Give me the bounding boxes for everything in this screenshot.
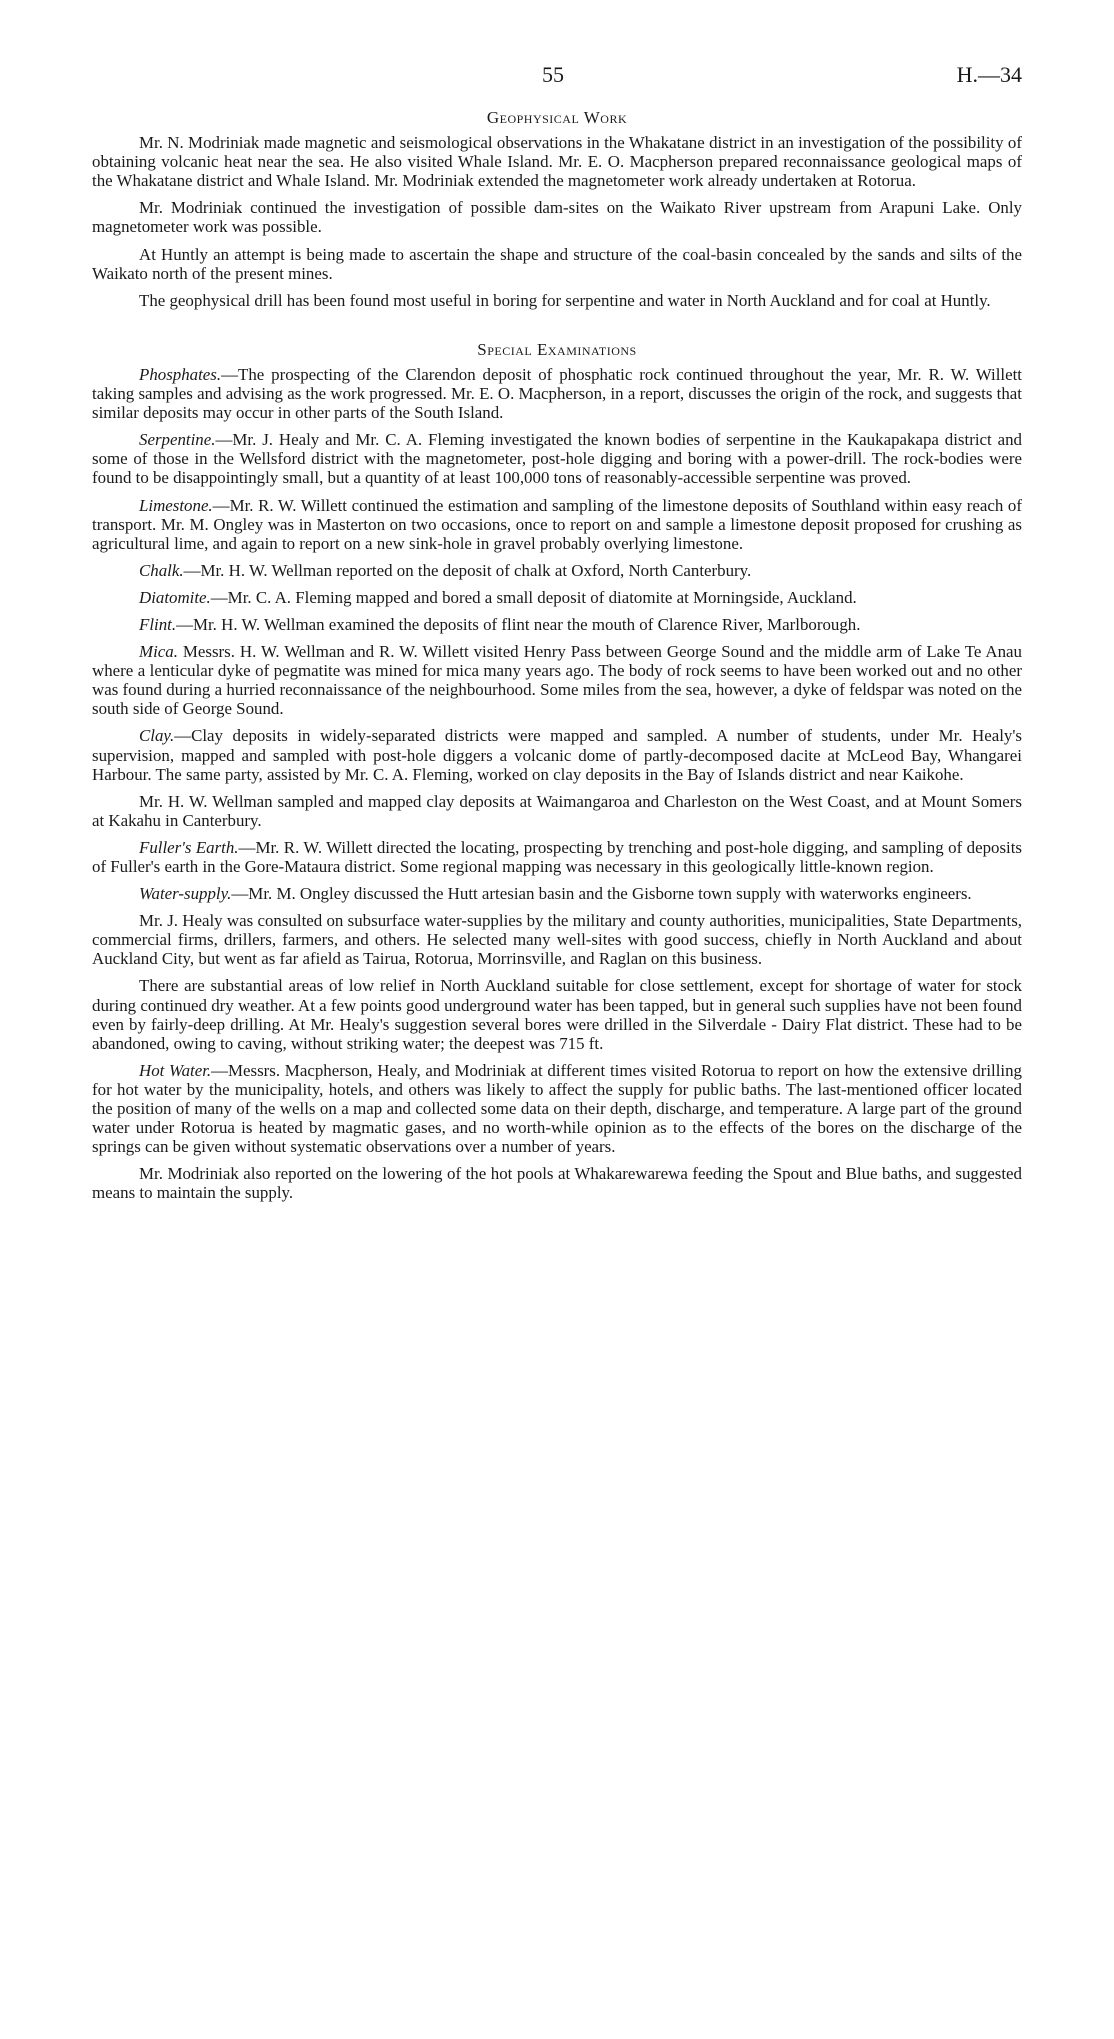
paragraph (92, 365, 1022, 422)
paragraph-text: Mr. J. Healy was consulted on subsurface water-supplies by the military and county authorities, municipalities, State Departments, commercial firms, drillers, farmers, and others. He selected many well-sites with good success, chiefly in North Auckland and about Auckland City, but went as far afield as Tairua, Rotorua, Morrinsville, and Raglan on this business. (92, 911, 1022, 969)
paragraph (92, 976, 1022, 1052)
document-code: H.—34 (956, 62, 1022, 87)
paragraph (92, 198, 1022, 236)
paragraph-text: —Mr. H. W. Wellman examined the deposits of flint near the mouth of Clarence River, Marlborough. (176, 614, 861, 634)
paragraph-lead: Fuller's Earth. (139, 837, 239, 857)
paragraph (92, 792, 1022, 830)
section-heading: Special Examinations (477, 339, 637, 359)
paragraph-lead: Clay. (139, 726, 175, 746)
paragraph-text: Mr. Modriniak continued the investigation of possible dam-sites on the Waikato River upstream from Arapuni Lake. Only magnetometer work was possible. (92, 198, 1022, 237)
paragraph (92, 642, 1022, 718)
paragraph-lead: Hot Water. (139, 1060, 212, 1080)
paragraph-text: —Mr. C. A. Fleming mapped and bored a small deposit of diatomite at Morningside, Auckland. (210, 587, 857, 607)
paragraph (92, 588, 1022, 607)
paragraph (92, 133, 1022, 190)
paragraph-text: There are substantial areas of low relief in North Auckland suitable for close settlement, except for shortage of water for stock during continued dry weather. At a few points good underground water has been tapped, but in general such supplies have not been found even by fairly-deep drilling. At Mr. Healy's suggestion several bores were drilled in the Silverdale - Dairy Flat district. These had to be abandoned, owing to caving, without striking water; the deepest was 715 ft. (92, 976, 1022, 1053)
paragraph-text: Mr. Modriniak also reported on the lowering of the hot pools at Whakarewarewa feeding the Spout and Blue baths, and suggested means to maintain the supply. (92, 1164, 1022, 1203)
paragraph (92, 245, 1022, 283)
paragraph (92, 726, 1022, 783)
paragraph-text: At Huntly an attempt is being made to ascertain the shape and structure of the coal-basin concealed by the sands and silts of the Waikato north of the present mines. (92, 244, 1022, 283)
paragraph-text: —Mr. R. W. Willett directed the locating, prospecting by trenching and post-hole digging, and sampling of deposits of Fuller's earth in the Gore-Mataura district. Some regional mapping was necessary in this geologically little-known region. (92, 837, 1023, 876)
paragraph-text: —Mr. M. Ongley discussed the Hutt artesian basin and the Gisborne town supply with waterworks engineers. (231, 884, 972, 904)
paragraph-text: The geophysical drill has been found most useful in boring for serpentine and water in North Auckland and for coal at Huntly. (139, 290, 991, 310)
paragraph (92, 838, 1022, 876)
page-number: 55 (542, 62, 564, 87)
paragraph-text: Mr. N. Modriniak made magnetic and seismological observations in the Whakatane district in an investigation of the possibility of obtaining volcanic heat near the sea. He also visited Whale Island. Mr. E. O. Macpherson prepared reconnaissance geological maps of the Whakatane district and Whale Island. Mr. Modriniak extended the magnetometer work already undertaken at Rotorua. (92, 133, 1022, 191)
paragraph (92, 911, 1022, 968)
paragraph (92, 884, 1022, 903)
paragraph-lead: Water-supply. (139, 884, 232, 904)
paragraph-text: —Messrs. Macpherson, Healy, and Modriniak at different times visited Rotorua to report on how the extensive drilling for hot water by the municipality, hotels, and others was likely to affect the supply for public baths. The last-mentioned officer located the position of many of the wells on a map and collected some data on their depth, discharge, and temperature. A large part of the ground water under Rotorua is heated by magmatic gases, and no worth-while opinion as to the effects of the bores on the discharge of the springs can be given without systematic observations over a number of years. (92, 1060, 1022, 1157)
paragraph-lead: Limestone. (139, 495, 213, 515)
paragraph-lead: Serpentine. (139, 430, 216, 450)
paragraph-lead: Chalk. (139, 560, 184, 580)
paragraph (92, 1164, 1022, 1202)
section-heading: Geophysical Work (486, 108, 628, 127)
paragraph-text: —The prospecting of the Clarendon deposit of phosphatic rock continued throughout the year, Mr. R. W. Willett taking samples and advising as the work progressed. Mr. E. O. Macpherson, in a report, discusses the origin of the rock, and suggests that similar deposits may occur in other parts of the South Island. (92, 364, 1022, 423)
paragraph-lead: Flint. (139, 614, 177, 634)
paragraph-lead: Mica. (139, 642, 178, 662)
paragraph-text: Messrs. H. W. Wellman and R. W. Willett visited Henry Pass between George Sound and the middle arm of Lake Te Anau where a lenticular dyke of pegmatite was mined for mica many years ago. The body of rock seems to have been worked out and no other was found during a hurried reconnaissance of the neighbourhood. Some miles from the sea, however, a dyke of feldspar was noted on the south side of George Sound. (92, 642, 1022, 719)
paragraph-text: —Clay deposits in widely-separated districts were mapped and sampled. A number of students, under Mr. Healy's supervision, mapped and sampled with post-hole diggers a volcanic dome of partly-decomposed dacite at McLeod Bay, Whangarei Harbour. The same party, assisted by Mr. C. A. Fleming, worked on clay deposits in the Bay of Islands district and near Kaikohe. (92, 726, 1022, 784)
paragraph (92, 291, 1022, 310)
paragraph (92, 561, 1022, 580)
document-body (92, 108, 1022, 1211)
paragraph (92, 1061, 1022, 1156)
paragraph-lead: Phosphates. (139, 364, 222, 384)
paragraph-text: —Mr. H. W. Wellman reported on the deposit of chalk at Oxford, North Canterbury. (183, 560, 752, 580)
paragraph-text: —Mr. R. W. Willett continued the estimation and sampling of the limestone deposits of Southland within easy reach of transport. Mr. M. Ongley was in Masterton on two occasions, once to report on and sample a limestone deposit proposed for crushing as agricultural lime, and again to report on a new sink-hole in gravel probably overlying limestone. (92, 495, 1022, 553)
paragraph-text: Mr. H. W. Wellman sampled and mapped clay deposits at Waimangaroa and Charleston on the West Coast, and at Mount Somers at Kakahu in Canterbury. (92, 791, 1022, 830)
paragraph (92, 496, 1022, 553)
paragraph (92, 615, 1022, 634)
paragraph (92, 430, 1022, 487)
paragraph-lead: Diatomite. (139, 587, 211, 607)
paragraph-text: —Mr. J. Healy and Mr. C. A. Fleming investigated the known bodies of serpentine in the Kaukapakapa district and some of those in the Wellsford district with the magnetometer, post-hole digging and boring with a power-drill. The rock-bodies were found to be disappointingly small, but a quantity of at least 100,000 tons of reasonably-accessible serpentine was proved. (92, 430, 1022, 488)
